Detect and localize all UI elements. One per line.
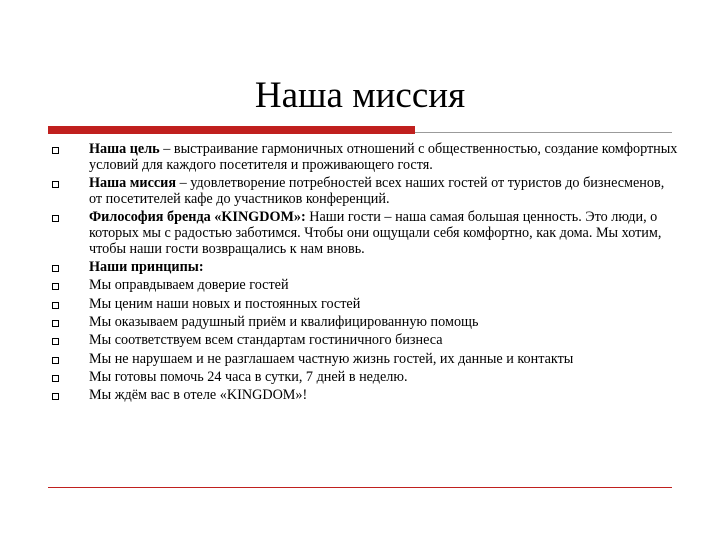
- bullet-body: Мы ценим наши новых и постоянных гостей: [89, 295, 361, 312]
- bottom-rule: [48, 487, 672, 488]
- square-bullet-icon: [52, 375, 59, 382]
- bullet-body: Мы ждём вас в отеле «KINGDOM»!: [89, 387, 308, 404]
- square-bullet-icon: [52, 357, 59, 364]
- bullet-item: [0, 388, 720, 404]
- bullet-lead: Наша цель: [89, 141, 160, 157]
- square-bullet-icon: [52, 338, 59, 345]
- square-bullet-icon: [52, 320, 59, 327]
- bullet-body: – удовлетворение потребностей всех наших гостей от туристов до бизнесменов, от посетителей кафе до участников конференций.: [89, 175, 665, 207]
- bullet-item: [0, 297, 720, 313]
- bullet-text: [89, 370, 680, 386]
- bullet-body: – выстраивание гармоничных отношений с общественностью, создание комфортных условий для каждого посетителя и проживающего гостя.: [89, 141, 678, 173]
- bullet-list: [0, 142, 720, 404]
- bullet-item: [0, 142, 720, 174]
- bullet-text: [89, 176, 680, 208]
- square-bullet-icon: [52, 147, 59, 154]
- bullet-item: [0, 315, 720, 331]
- bullet-body: Наши гости – наша самая большая ценность. Это люди, о которых мы с радостью заботимся. Чтобы они ощущали себя комфортно, как дома. Мы хотим, чтобы наши гости возвращались к нам вновь.: [89, 209, 662, 257]
- square-bullet-icon: [52, 302, 59, 309]
- square-bullet-icon: [52, 393, 59, 400]
- bullet-text: [89, 297, 680, 313]
- slide-title: [0, 74, 720, 118]
- bullet-text: [89, 142, 680, 174]
- title-underline-thin: [415, 132, 672, 133]
- square-bullet-icon: [52, 265, 59, 272]
- bullet-body: Мы оказываем радушный приём и квалифицированную помощь: [89, 313, 479, 330]
- bullet-item: [0, 260, 720, 276]
- title-underline-accent: [48, 126, 415, 134]
- slide-title-text: Наша миссия: [254, 75, 466, 116]
- bullet-text: [89, 352, 680, 368]
- bullet-body: Мы готовы помочь 24 часа в сутки, 7 дней в неделю.: [89, 368, 408, 385]
- bullet-body: Мы соответствуем всем стандартам гостиничного бизнеса: [89, 332, 443, 349]
- bullet-lead: Философия бренда «KINGDOM»:: [89, 209, 306, 226]
- bullet-item: [0, 333, 720, 349]
- bullet-item: [0, 370, 720, 386]
- bullet-item: [0, 352, 720, 368]
- bullet-lead: Наши принципы:: [89, 259, 204, 276]
- bullet-item: [0, 176, 720, 208]
- bullet-text: [89, 388, 680, 404]
- bullet-lead: Наша миссия: [89, 175, 177, 192]
- bullet-text: [89, 278, 680, 294]
- bullet-text: [89, 210, 680, 257]
- bullet-item: [0, 210, 720, 257]
- square-bullet-icon: [52, 283, 59, 290]
- title-underline: [48, 126, 672, 134]
- bullet-body: Мы не нарушаем и не разглашаем частную жизнь гостей, их данные и контакты: [89, 350, 574, 367]
- bullet-text: [89, 260, 680, 276]
- square-bullet-icon: [52, 181, 59, 188]
- bullet-text: [89, 315, 680, 331]
- bullet-body: Мы оправдываем доверие гостей: [89, 277, 289, 294]
- square-bullet-icon: [52, 215, 59, 222]
- bullet-item: [0, 278, 720, 294]
- bullet-text: [89, 333, 680, 349]
